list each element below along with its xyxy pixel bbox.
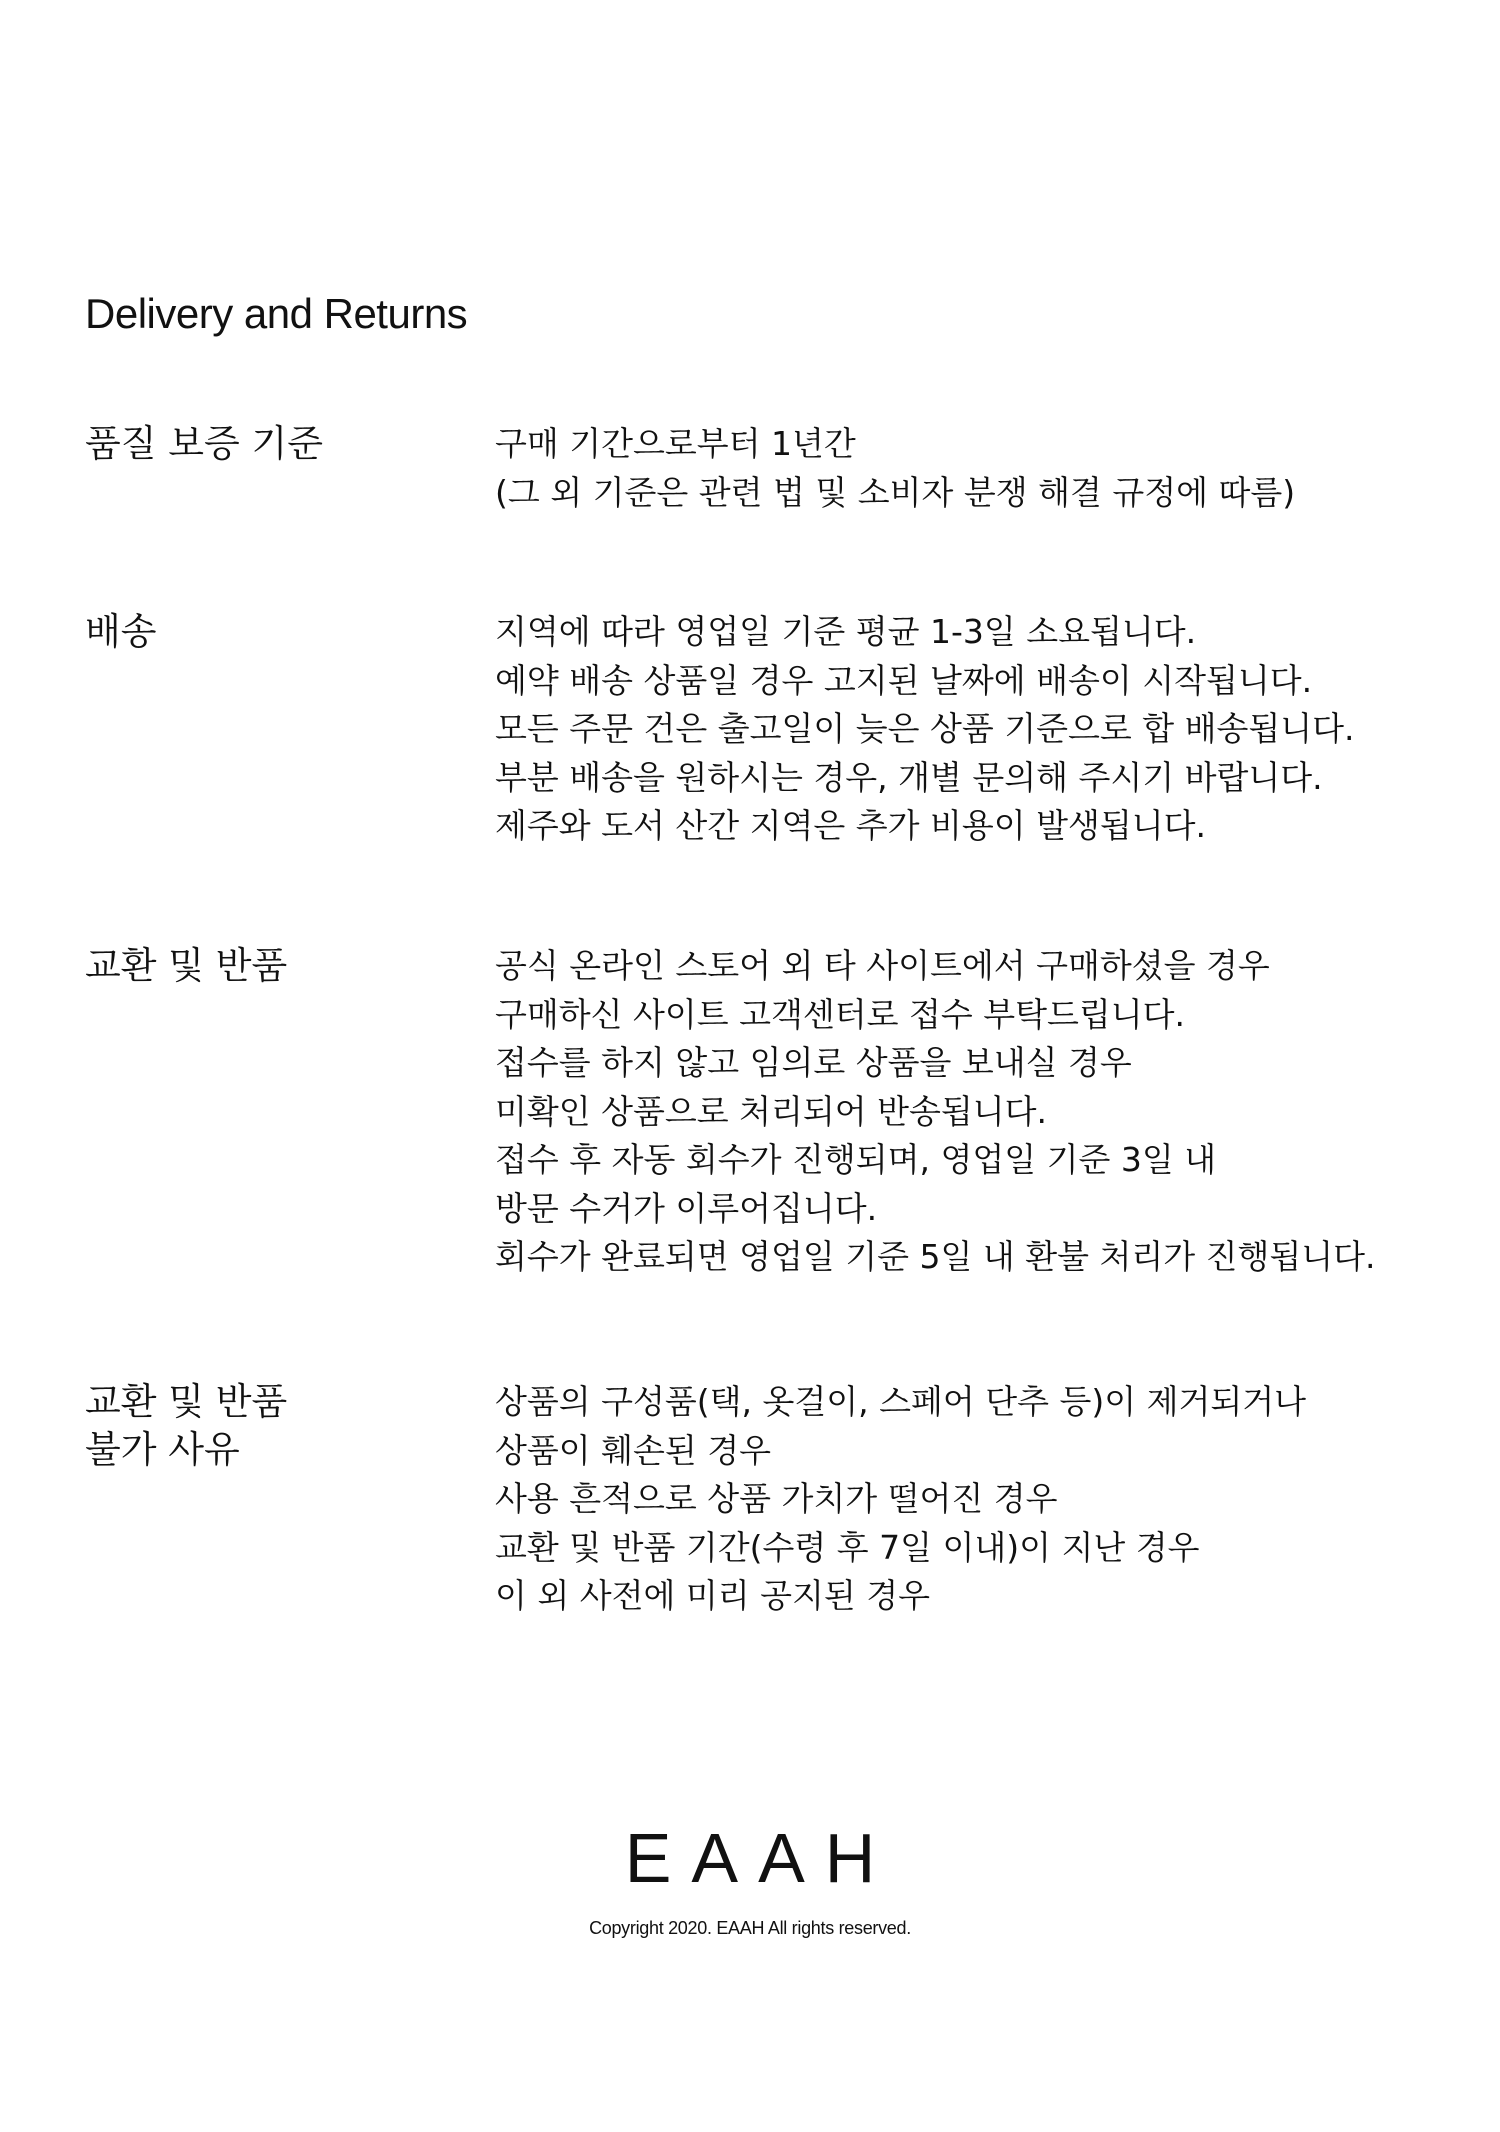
section-label-line: 교환 및 반품	[85, 944, 288, 987]
body-line: 구매 기간으로부터 1년간	[495, 424, 856, 463]
body-line: 교환 및 반품 기간(수령 후 7일 이내)이 지난 경우	[495, 1527, 1200, 1567]
body-line: 상품이 훼손된 경우	[495, 1430, 772, 1470]
section-label	[85, 420, 485, 468]
section-body	[495, 608, 1465, 851]
body-line: 모든 주문 건은 출고일이 늦은 상품 기준으로 합 배송됩니다.	[495, 709, 1355, 748]
body-line: 접수 후 자동 회수가 진행되며, 영업일 기준 3일 내	[495, 1140, 1217, 1179]
section-label-line: 품질 보증 기준	[85, 422, 323, 465]
section-label-line: 교환 및 반품	[85, 1380, 288, 1423]
body-line: (그 외 기준은 관련 법 및 소비자 분쟁 해결 규정에 따름)	[495, 472, 1296, 512]
body-line: 사용 흔적으로 상품 가치가 떨어진 경우	[495, 1479, 1058, 1518]
section-label-line: 배송	[85, 610, 157, 653]
body-line: 이 외 사전에 미리 공지된 경우	[495, 1576, 930, 1615]
section-label	[85, 608, 485, 656]
section-label	[85, 1378, 485, 1474]
footer	[0, 1818, 1500, 1940]
section-label	[85, 942, 485, 990]
brand-logo: EAAH	[624, 1819, 896, 1897]
section-body	[495, 420, 1465, 517]
body-line: 지역에 따라 영업일 기준 평균 1-3일 소요됩니다.	[495, 612, 1197, 651]
body-line: 회수가 완료되면 영업일 기준 5일 내 환불 처리가 진행됩니다.	[495, 1237, 1376, 1276]
page-title: Delivery and Returns	[85, 290, 468, 337]
copyright-text: Copyright 2020. EAAH All rights reserved.	[589, 1918, 911, 1938]
body-line: 미확인 상품으로 처리되어 반송됩니다.	[495, 1091, 1048, 1131]
section-label-line: 불가 사유	[85, 1428, 240, 1471]
section-body	[495, 1378, 1465, 1621]
body-line: 부분 배송을 원하시는 경우, 개별 문의해 주시기 바랍니다.	[495, 757, 1323, 797]
body-line: 방문 수거가 이루어집니다.	[495, 1188, 878, 1228]
body-line: 상품의 구성품(택, 옷걸이, 스페어 단추 등)이 제거되거나	[495, 1382, 1306, 1421]
body-line: 제주와 도서 산간 지역은 추가 비용이 발생됩니다.	[495, 806, 1206, 845]
body-line: 접수를 하지 않고 임의로 상품을 보내실 경우	[495, 1043, 1132, 1082]
section-body	[495, 942, 1465, 1282]
body-line: 예약 배송 상품일 경우 고지된 날짜에 배송이 시작됩니다.	[495, 660, 1313, 700]
body-line: 구매하신 사이트 고객센터로 접수 부탁드립니다.	[495, 994, 1186, 1034]
body-line: 공식 온라인 스토어 외 타 사이트에서 구매하셨을 경우	[495, 946, 1270, 985]
